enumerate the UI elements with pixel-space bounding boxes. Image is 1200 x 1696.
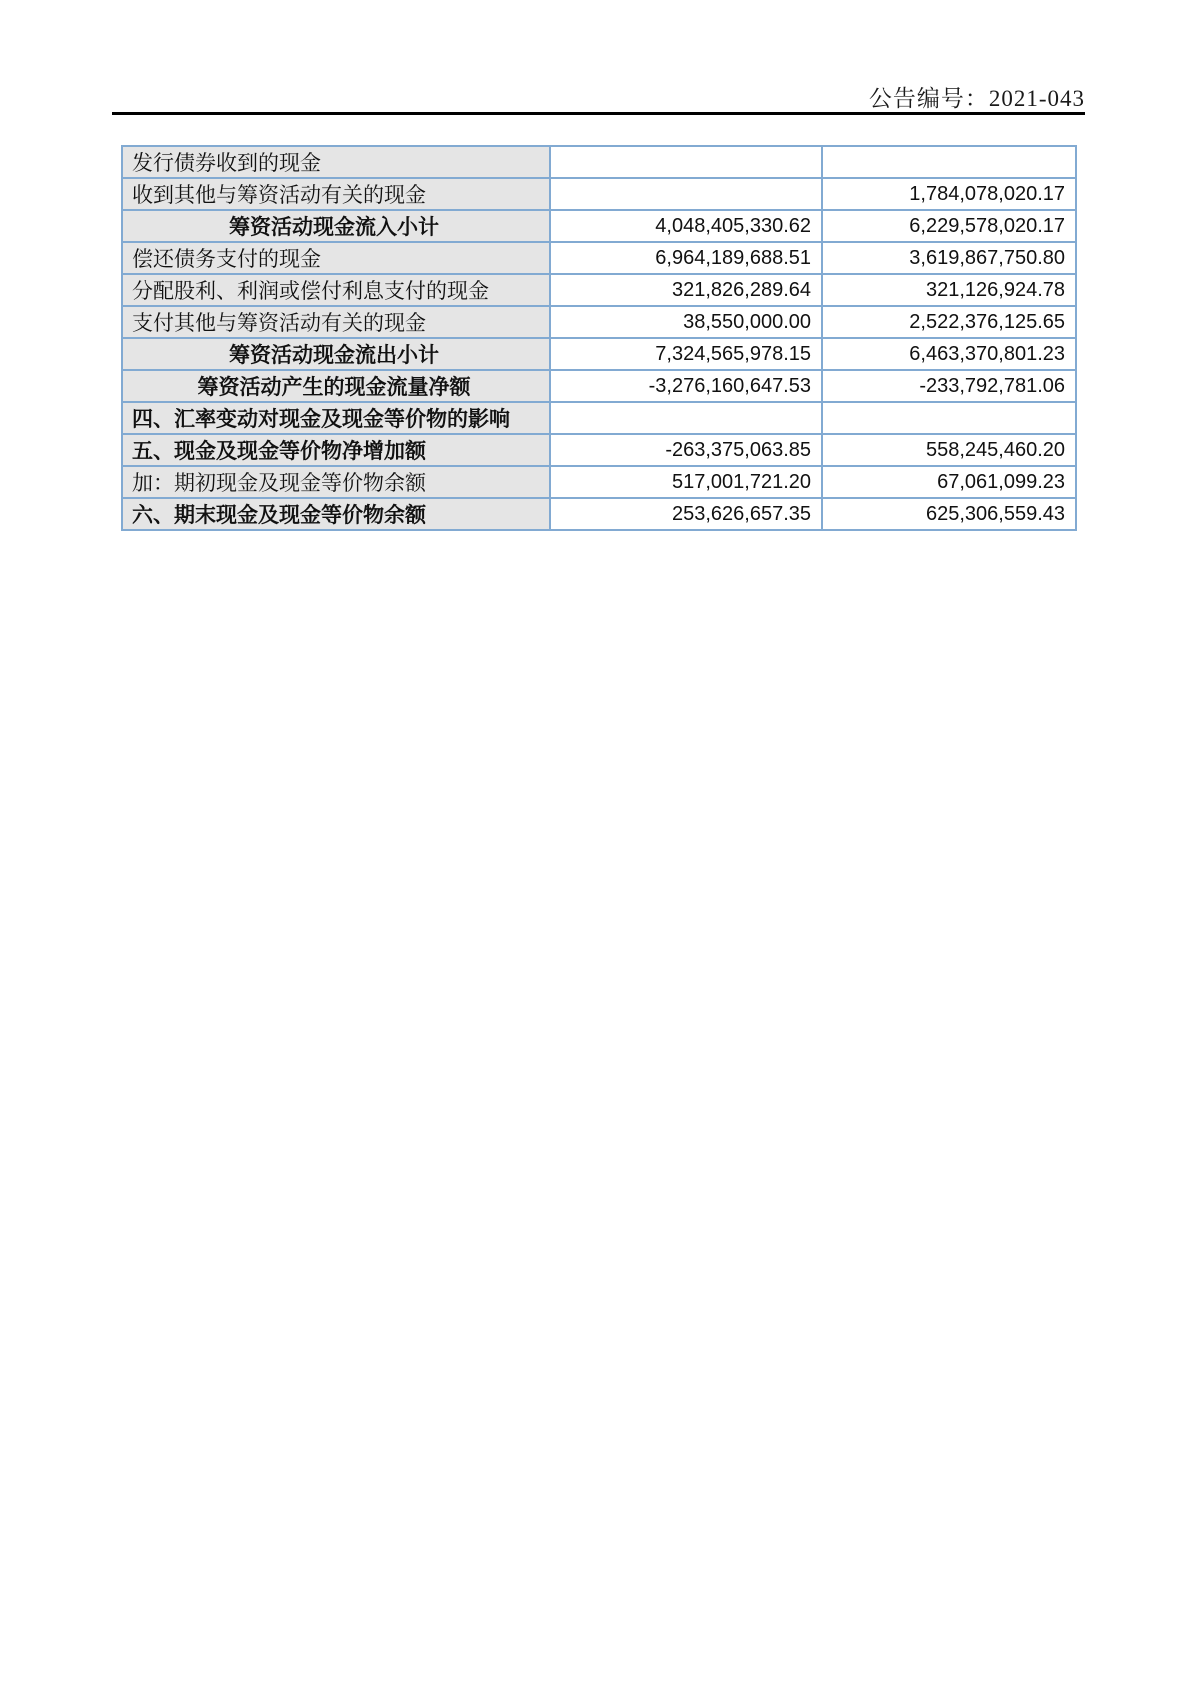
current-period-cell: 321,826,289.64 <box>550 274 822 306</box>
row-label-cell: 六、期末现金及现金等价物余额 <box>122 498 550 530</box>
prior-period-cell: 6,463,370,801.23 <box>822 338 1076 370</box>
table-row <box>122 178 1076 210</box>
header-rule <box>112 112 1085 115</box>
current-period-cell: 6,964,189,688.51 <box>550 242 822 274</box>
row-label-cell: 筹资活动现金流出小计 <box>122 338 550 370</box>
current-period-cell: 253,626,657.35 <box>550 498 822 530</box>
table-row <box>122 146 1076 178</box>
current-period-cell: -263,375,063.85 <box>550 434 822 466</box>
prior-period-cell <box>822 146 1076 178</box>
cash-flow-table-body <box>122 146 1076 530</box>
current-period-cell: 517,001,721.20 <box>550 466 822 498</box>
row-label-cell: 四、汇率变动对现金及现金等价物的影响 <box>122 402 550 434</box>
current-period-cell <box>550 146 822 178</box>
table-row <box>122 466 1076 498</box>
current-period-cell: -3,276,160,647.53 <box>550 370 822 402</box>
announcement-number: 公告编号：2021-043 <box>868 86 1085 111</box>
table-row <box>122 274 1076 306</box>
row-label-cell: 分配股利、利润或偿付利息支付的现金 <box>122 274 550 306</box>
table-row <box>122 498 1076 530</box>
current-period-cell: 4,048,405,330.62 <box>550 210 822 242</box>
current-period-cell <box>550 178 822 210</box>
row-label-cell: 收到其他与筹资活动有关的现金 <box>122 178 550 210</box>
table-row <box>122 210 1076 242</box>
row-label-cell: 偿还债务支付的现金 <box>122 242 550 274</box>
table-row <box>122 306 1076 338</box>
prior-period-cell: 321,126,924.78 <box>822 274 1076 306</box>
current-period-cell: 7,324,565,978.15 <box>550 338 822 370</box>
table-row <box>122 370 1076 402</box>
table-row <box>122 402 1076 434</box>
table-row <box>122 338 1076 370</box>
prior-period-cell: 6,229,578,020.17 <box>822 210 1076 242</box>
current-period-cell: 38,550,000.00 <box>550 306 822 338</box>
cash-flow-table <box>121 145 1077 531</box>
row-label-cell: 五、现金及现金等价物净增加额 <box>122 434 550 466</box>
current-period-cell <box>550 402 822 434</box>
table-row <box>122 434 1076 466</box>
prior-period-cell: 3,619,867,750.80 <box>822 242 1076 274</box>
row-label-cell: 加：期初现金及现金等价物余额 <box>122 466 550 498</box>
prior-period-cell: 2,522,376,125.65 <box>822 306 1076 338</box>
row-label-cell: 筹资活动现金流入小计 <box>122 210 550 242</box>
row-label-cell: 发行债券收到的现金 <box>122 146 550 178</box>
prior-period-cell: 625,306,559.43 <box>822 498 1076 530</box>
prior-period-cell <box>822 402 1076 434</box>
row-label-cell: 支付其他与筹资活动有关的现金 <box>122 306 550 338</box>
prior-period-cell: 558,245,460.20 <box>822 434 1076 466</box>
row-label-cell: 筹资活动产生的现金流量净额 <box>122 370 550 402</box>
prior-period-cell: 1,784,078,020.17 <box>822 178 1076 210</box>
prior-period-cell: -233,792,781.06 <box>822 370 1076 402</box>
prior-period-cell: 67,061,099.23 <box>822 466 1076 498</box>
table-row <box>122 242 1076 274</box>
